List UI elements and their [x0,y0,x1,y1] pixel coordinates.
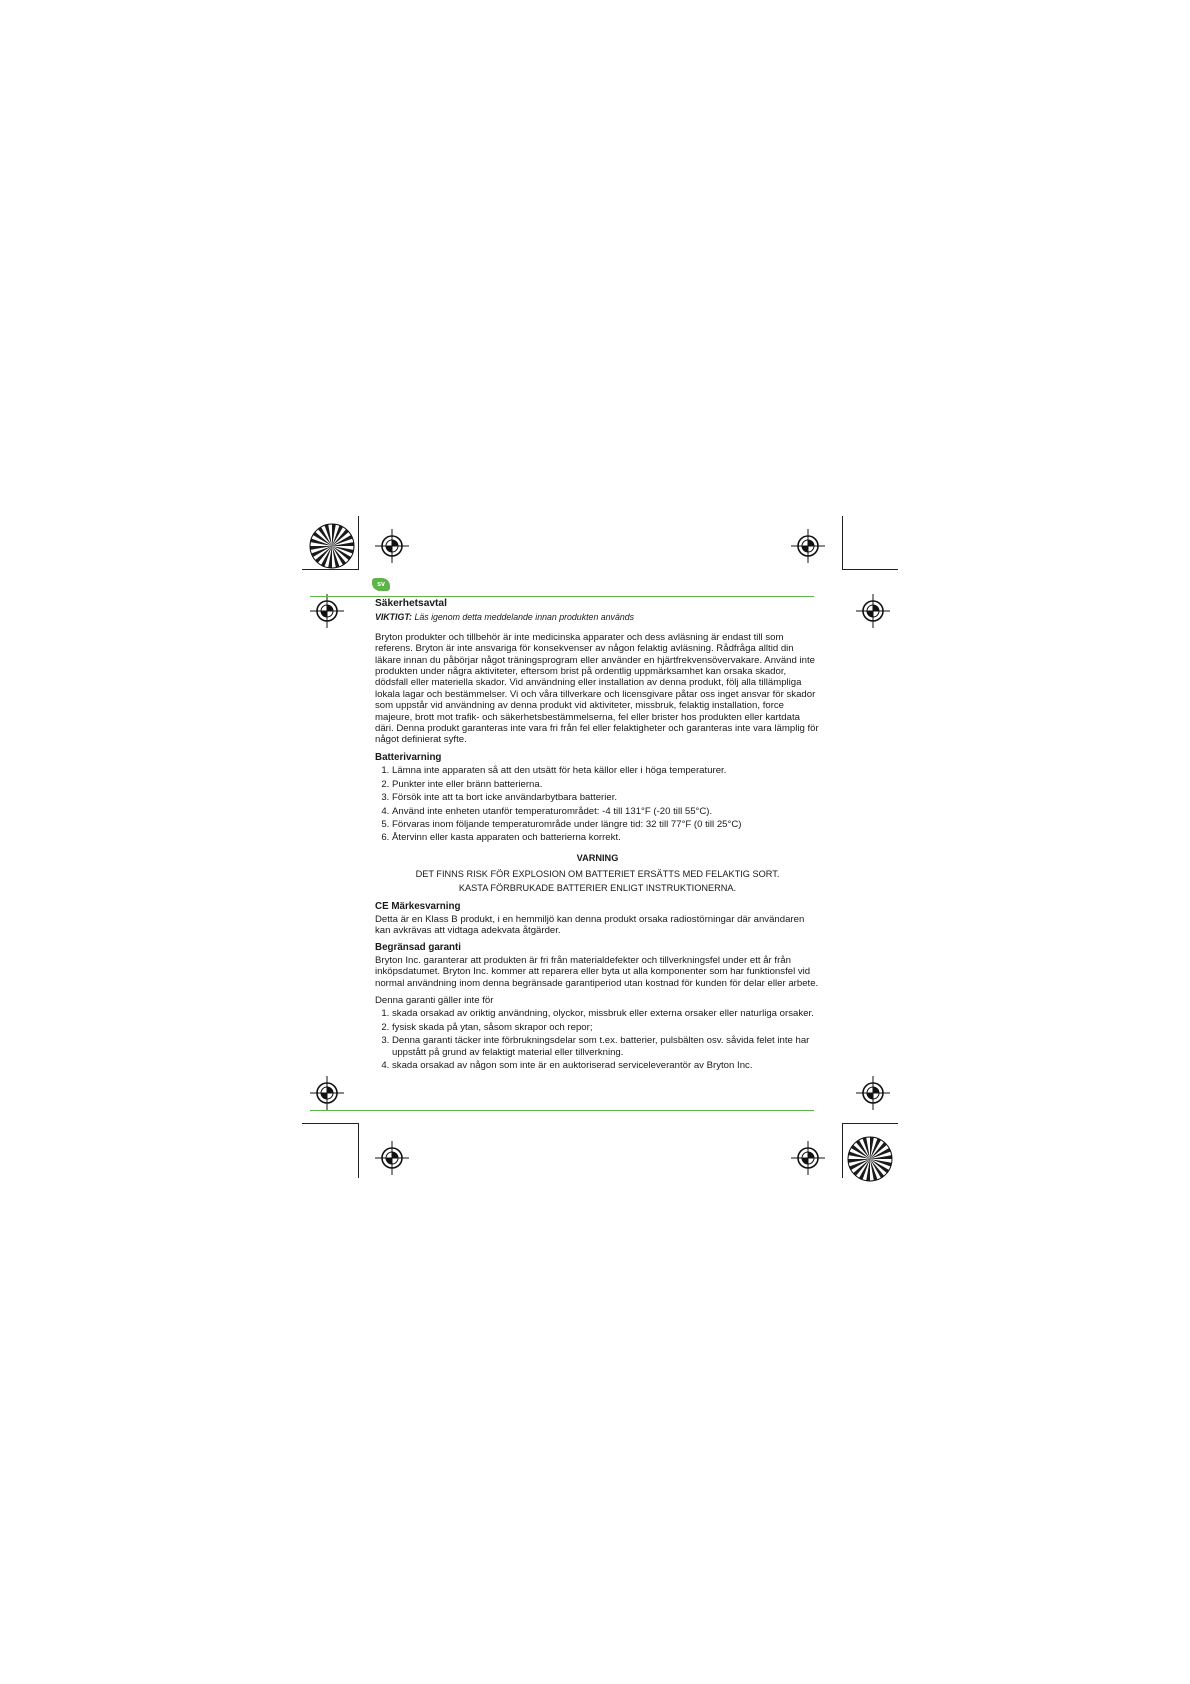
registration-mark-icon [374,528,410,564]
list-item: 1. Lämna inte apparaten så att den utsätt för heta källor eller i höga temperaturer. [392,765,820,776]
ce-heading: CE Märkesvarning [375,901,461,913]
crop-mark [302,1123,358,1124]
warranty-exclusions-intro: Denna garanti gäller inte för [375,995,494,1007]
starburst-target-icon [309,523,355,569]
battery-heading: Batterivarning [375,751,442,763]
important-notice [375,612,820,623]
list-item: 1. skada orsakad av oriktig användning, olyckor, missbruk eller externa orsaker eller naturliga orsaker. [392,1008,820,1019]
registration-mark-icon [855,1075,891,1111]
crop-mark [842,516,843,570]
important-text: Läs igenom detta meddelande innan produkten används [414,612,635,623]
registration-mark-icon [309,593,345,629]
registration-mark-icon [855,593,891,629]
warning-line: DET FINNS RISK FÖR EXPLOSION OM BATTERIET ERSÄTTS MED FELAKTIG SORT. [415,869,780,880]
list-item: 4. Använd inte enheten utanför temperaturområdet: -4 till 131°F (-20 till 55°C). [392,806,820,817]
warranty-heading: Begränsad garanti [375,942,462,954]
intro-paragraph: Bryton produkter och tillbehör är inte medicinska apparater och dess avläsning är endast till som referens. Bryton är inte ansvariga för konsekvenser av någon felaktig avläsning. Rådfråga alltid din läkare innan du påbörjar något träningsprogram eller använder en hjärtfrekvensövervakare. Använd inte produkten under några aktiviteter, eftersom brist på ordentlig uppmärksamhet kan orsaka skador, dödsfall eller materiella skador. Vid användning eller installation av denna produkt, följ alla tillämpliga lokala lagar och bestämmelser. Vi och våra tillverkare och licensgivare påtar oss inget ansvar för skador som uppstår vid användning av denna produkt vid aktiviteter, missbruk, felaktig installation, force majeure, brott mot trafik- och säkerhetsbestämmelserna, fel eller brister hos produkten eller kartdata däri. Denna produkt garanteras inte vara fri från fel eller felaktigheter och garanteras inte vara lämplig för något definierat syfte. [375,631,819,746]
crop-mark [358,516,359,570]
list-item: 3. Denna garanti täcker inte förbrukningsdelar som t.ex. batterier, pulsbälten osv. såvida felet inte har uppstått på grund av felaktigt material eller tillverkning. [392,1035,820,1058]
language-badge: sv [372,578,390,591]
warning-title: VARNING [576,852,619,863]
battery-list [375,765,820,843]
list-item: 6. Återvinn eller kasta apparaten och batterierna korrekt. [392,832,820,843]
warning-line: KASTA FÖRBRUKADE BATTERIER ENLIGT INSTRUKTIONERNA. [458,882,737,893]
registration-mark-icon [309,1075,345,1111]
registration-mark-icon [374,1140,410,1176]
explosion-warning [375,852,820,896]
list-item: 2. fysisk skada på ytan, såsom skrapor och repor; [392,1022,820,1033]
warranty-exclusions-list [375,1008,820,1071]
ce-paragraph: Detta är en Klass B produkt, i en hemmiljö kan denna produkt orsaka radiostörningar där användaren kan avkrävas att vidtaga adekvata åtgärder. [375,913,805,937]
warranty-paragraph: Bryton Inc. garanterar att produkten är fri från materialdefekter och tillverkningsfel under ett år från inköpsdatumet. Bryton Inc. kommer att reparera eller byta ut alla komponenter som har funktionsfel vid normal användning inom denna begränsade garantiperiod utan kostnad för kunden för delar eller arbete. [375,954,819,989]
crop-mark [842,1123,843,1178]
starburst-target-icon [847,1136,893,1182]
crop-mark [358,1123,359,1178]
list-item: 2. Punkter inte eller bränn batterierna. [392,779,820,790]
document-body [375,598,820,1074]
registration-mark-icon [790,1140,826,1176]
important-label: VIKTIGT: [375,612,412,623]
crop-mark [302,569,358,570]
header-rule [310,596,814,597]
list-item: 5. Förvaras inom följande temperaturområde under längre tid: 32 till 77°F (0 till 25°C) [392,819,820,830]
crop-mark [842,1123,898,1124]
page-title: Säkerhetsavtal [375,598,447,609]
list-item: 4. skada orsakad av någon som inte är en auktoriserad serviceleverantör av Bryton Inc. [392,1060,820,1071]
registration-mark-icon [790,528,826,564]
footer-rule [310,1110,814,1111]
list-item: 3. Försök inte att ta bort icke användarbytbara batterier. [392,792,820,803]
crop-mark [842,569,898,570]
